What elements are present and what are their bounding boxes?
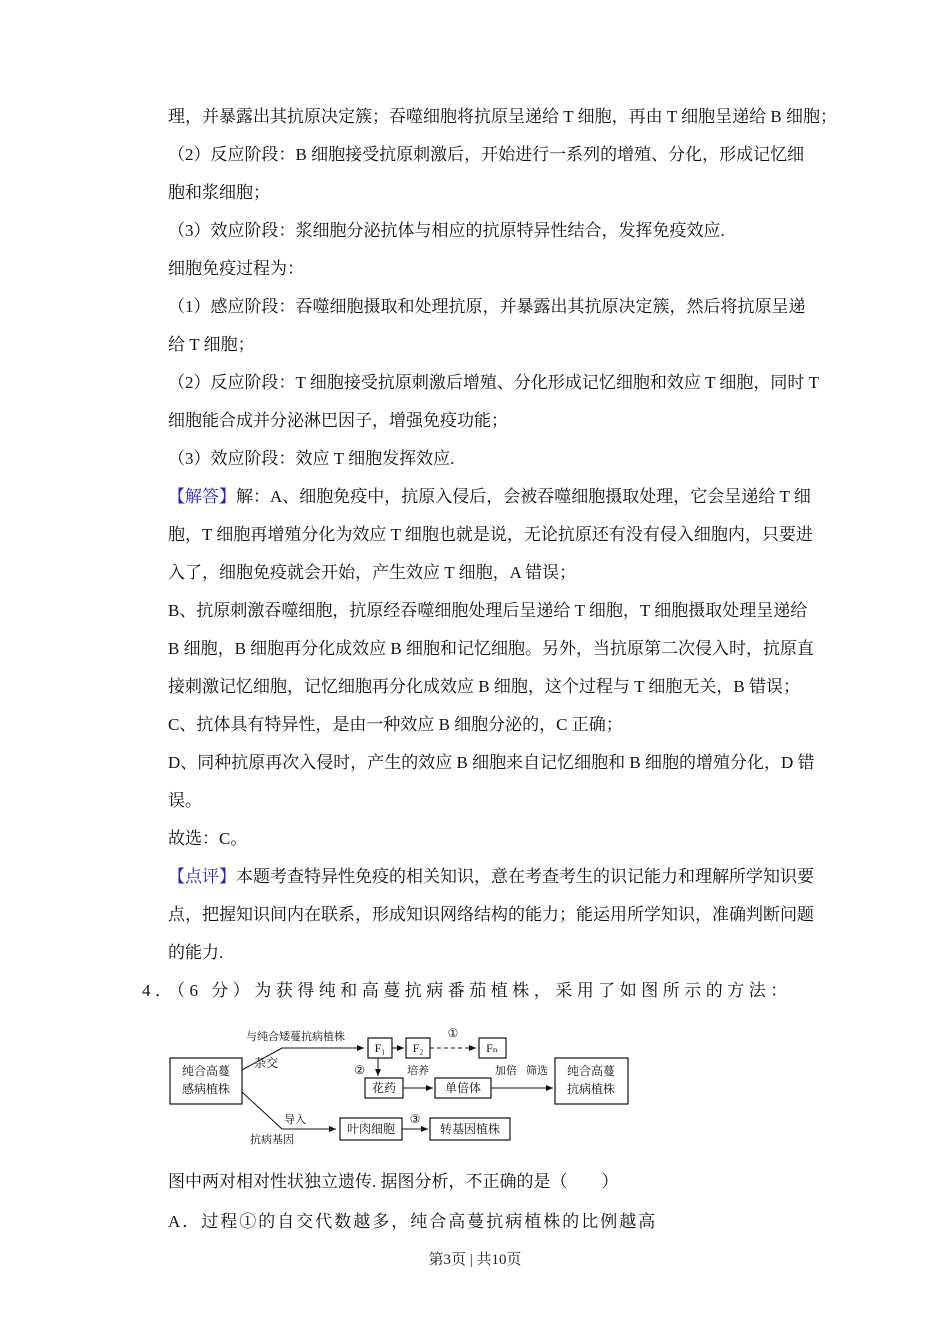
f2-label: F₂: [412, 1041, 424, 1055]
f1-label: F₁: [374, 1041, 386, 1055]
cross-partner-label: 与纯合矮蔓抗病植株: [246, 1031, 345, 1043]
haploid-label: 单倍体: [444, 1081, 482, 1095]
text-line: B 细胞，B 细胞再分化成效应 B 细胞和记忆细胞。另外，当抗原第二次侵入时，抗原直: [168, 639, 815, 658]
transgenic-plant-label: 转基因植株: [439, 1122, 501, 1136]
question-4-option-a: A．过程①的自交代数越多，纯合高蔓抗病植株的比例越高: [168, 1212, 658, 1231]
cross-label: 杂交: [254, 1056, 279, 1070]
text-line: （2）反应阶段：B 细胞接受抗原刺激后，开始进行一系列的增殖、分化，形成记忆细: [168, 145, 805, 164]
breeding-diagram-svg: [168, 1022, 648, 1162]
text-line: 误。: [168, 791, 202, 810]
line-text: 解：A、细胞免疫中，抗原入侵后，会被吞噬细胞摄取处理，它会呈递给 T 细: [236, 487, 811, 506]
resistance-gene-label: 抗病基因: [250, 1134, 294, 1146]
text-line: 胞，T 细胞再增殖分化为效应 T 细胞也就是说，无论抗原还有没有侵入细胞内，只要进: [168, 525, 813, 544]
page-footer: 第3页 | 共10页: [428, 1252, 522, 1268]
text-line: 接刺激记忆细胞，记忆细胞再分化成效应 B 细胞，这个过程与 T 细胞无关，B 错误；: [168, 677, 801, 696]
text-line: （2）反应阶段：T 细胞接受抗原刺激后增殖、分化形成记忆细胞和效应 T 细胞，同时 T: [168, 373, 820, 392]
branch-down-line: [242, 1092, 282, 1129]
text-line: 给 T 细胞；: [168, 335, 255, 354]
text-line: 胞和浆细胞；: [168, 183, 270, 202]
question-4-stem: 4．（6 分）为获得纯和高蔓抗病番茄植株，采用了如图所示的方法：: [142, 981, 792, 1000]
text-line-answer: [168, 478, 828, 516]
parent-plant-line1: 纯合高蔓: [181, 1064, 231, 1078]
result-plant-line2: 抗病植株: [566, 1082, 616, 1096]
text-line: 入了，细胞免疫就会开始，产生效应 T 细胞，A 错误；: [168, 563, 577, 582]
text-line: （1）感应阶段：吞噬细胞摄取和处理抗原，并暴露出其抗原决定簇，然后将抗原呈递: [168, 297, 806, 316]
culture-label: 培养: [407, 1065, 429, 1077]
result-plant-line1: 纯合高蔓: [566, 1064, 616, 1078]
step3-label: ③: [409, 1112, 421, 1126]
question-4-analysis-line: 图中两对相对性状独立遗传. 据图分析，不正确的是（ ）: [168, 1172, 619, 1191]
answer-tag: 【解答】: [168, 487, 236, 506]
text-line: （3）效应阶段：浆细胞分泌抗体与相应的抗原特异性结合，发挥免疫效应.: [168, 221, 725, 240]
text-line: 点，把握知识间内在联系，形成知识网络结构的能力；能运用所学知识，准确判断问题: [168, 905, 814, 924]
text-line: 理，并暴露出其抗原决定簇；吞噬细胞将抗原呈递给 T 细胞，再由 T 细胞呈递给 B 细胞；: [168, 107, 837, 126]
text-line: 细胞免疫过程为：: [168, 259, 304, 278]
breeding-method-diagram: [168, 1022, 648, 1162]
text-line: （3）效应阶段：效应 T 细胞发挥效应.: [168, 449, 455, 468]
comment-tag: 【点评】: [168, 867, 236, 886]
double-label: 加倍: [495, 1065, 517, 1077]
introduce-label: 导入: [284, 1114, 306, 1126]
step2-label: ②: [354, 1063, 365, 1077]
text-line-comment: [168, 858, 828, 896]
anther-label: 花药: [371, 1081, 397, 1095]
step1-label: ①: [447, 1026, 459, 1040]
screen-label: 筛选: [526, 1065, 548, 1077]
text-line: 细胞能合成并分泌淋巴因子，增强免疫功能；: [168, 411, 508, 430]
fn-label: Fₙ: [486, 1041, 498, 1055]
text-line: D、同种抗原再次入侵时，产生的效应 B 细胞来自记忆细胞和 B 细胞的增殖分化，D 错: [168, 753, 815, 772]
text-line: C、抗体具有特异性，是由一种效应 B 细胞分泌的，C 正确；: [168, 715, 623, 734]
text-line: B、抗原刺激吞噬细胞，抗原经吞噬细胞处理后呈递给 T 细胞，T 细胞摄取处理呈递给: [168, 601, 808, 620]
answer-text-block: [142, 98, 837, 1010]
text-line: 故选：C。: [168, 829, 248, 848]
text-line: 的能力.: [168, 943, 224, 962]
parent-plant-line2: 感病植株: [181, 1082, 231, 1096]
mesophyll-cell-label: 叶肉细胞: [346, 1122, 396, 1136]
line-text: 本题考查特异性免疫的相关知识，意在考查考生的识记能力和理解所学知识要: [236, 867, 814, 886]
